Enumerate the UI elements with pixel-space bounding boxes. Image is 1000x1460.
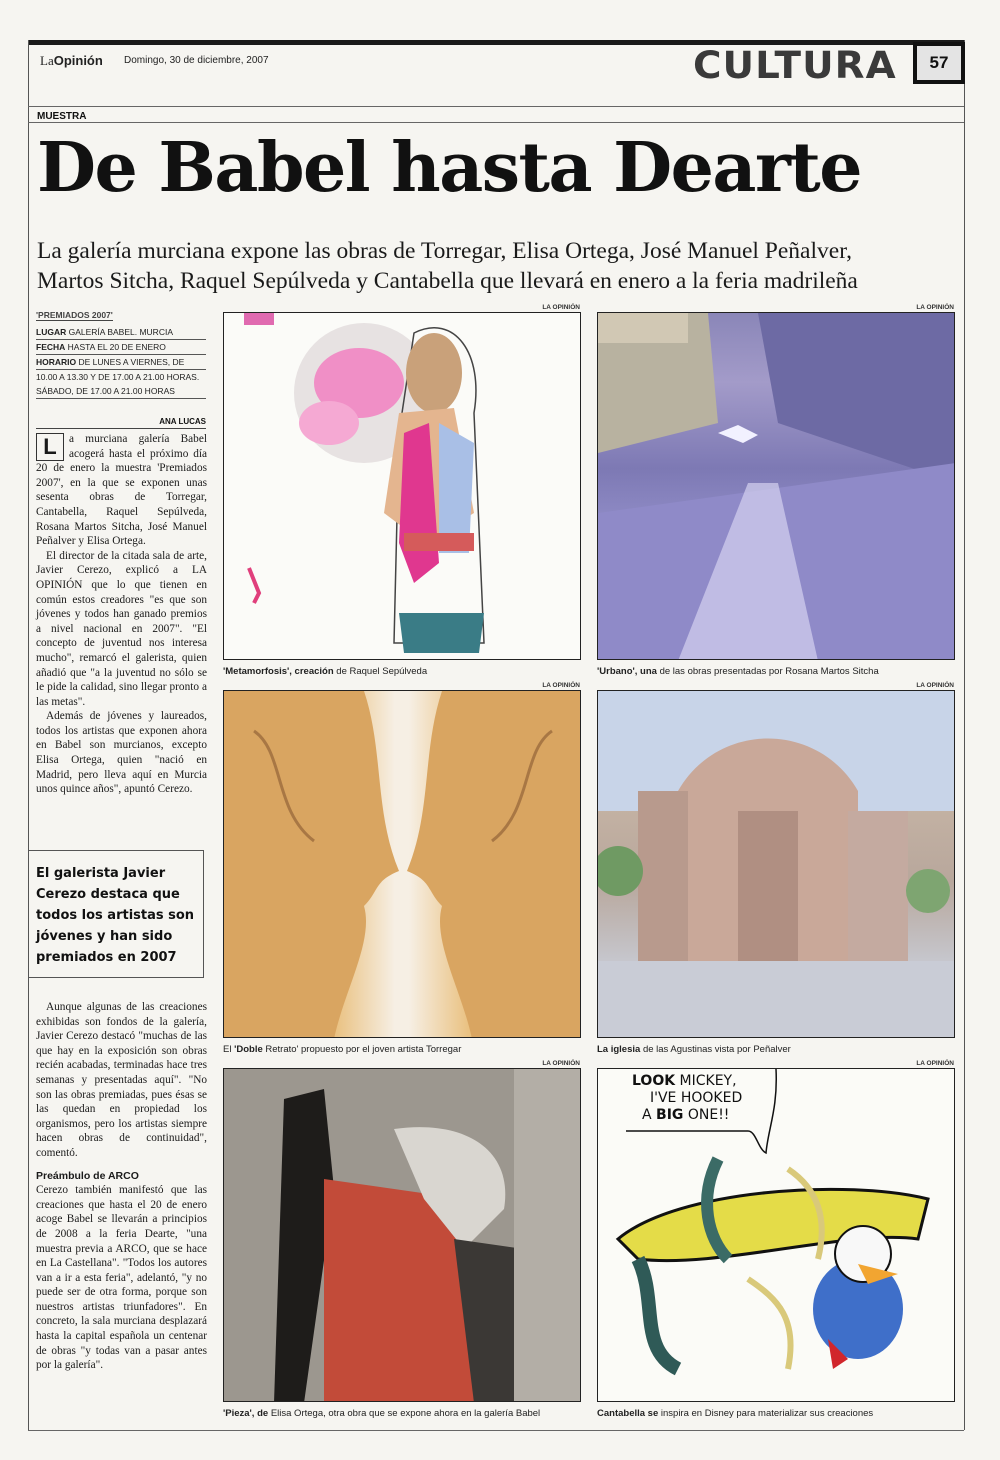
logo-name: Opinión <box>53 53 103 68</box>
photo-credit: LA OPINIÓN <box>916 1060 954 1067</box>
paragraph-text: a murciana galería Babel acogerá hasta el próximo día 20 de enero la muestra 'Premiados 2007', en la que se exponen unas sesenta obras de Torregar, Cantabella, Raquel Sepúlveda, Rosana Martos Sitcha, José Manuel Peñalver y Elisa Ortega. <box>36 433 207 548</box>
photo-caption <box>223 666 427 677</box>
church-watercolor <box>598 691 955 1038</box>
photo-doble-retrato <box>223 690 581 1038</box>
info-value: SÁBADO, DE 17.00 A 21.00 HORAS <box>36 386 175 396</box>
kicker: MUESTRA <box>37 111 87 122</box>
info-row <box>36 355 206 370</box>
byline: ANA LUCAS <box>36 417 206 429</box>
caption-text: Elisa Ortega, otra obra que se expone ahora en la galería Babel <box>268 1408 541 1419</box>
headline: De Babel hasta Dearte <box>37 128 861 208</box>
caption-text: El <box>223 1044 235 1055</box>
info-box-title: 'PREMIADOS 2007' <box>36 310 113 320</box>
photo-credit: LA OPINIÓN <box>542 682 580 689</box>
photo-urbano <box>597 312 955 660</box>
caption-bold: 'Metamorfosis', creación <box>223 666 334 677</box>
caption-text: Retrato' propuesto por el joven artista Torregar <box>262 1044 462 1055</box>
info-value: DE LUNES A VIERNES, DE <box>76 357 185 367</box>
photo-credit: LA OPINIÓN <box>916 682 954 689</box>
bottom-divider <box>28 1430 964 1431</box>
photo-pieza <box>223 1068 581 1402</box>
caption-bold: 'Urbano', una <box>597 666 657 677</box>
info-value: 10.00 A 13.30 Y DE 17.00 A 21.00 HORAS. <box>36 372 200 382</box>
info-label: FECHA <box>36 342 66 352</box>
info-value: HASTA EL 20 DE ENERO <box>65 342 166 352</box>
info-row <box>36 325 206 340</box>
info-value: GALERÍA BABEL. MURCIA <box>66 327 173 337</box>
caption-bold: La iglesia <box>597 1044 641 1055</box>
bubble-bold: BIG <box>656 1107 684 1123</box>
photo-credit: LA OPINIÓN <box>542 1060 580 1067</box>
caption-text: de las Agustinas vista por Peñalver <box>640 1044 791 1055</box>
subhead: Preámbulo de ARCO <box>36 1169 139 1182</box>
photo-iglesia <box>597 690 955 1038</box>
logo-prefix: La <box>40 53 54 68</box>
paragraph: Aunque algunas de las creaciones exhibidas son fondos de la galería, Javier Cerezo destacó "muchas de las que hay en la exposición son obras recién acabadas, terminadas hace tres semanas y presentadas aquí". "No son las obras premiadas, pues ésas se las quedan en propiedad los organismos, pero los artistas siempre hacen obras de continuidad", comentó. <box>36 1001 207 1159</box>
caption-text: inspira en Disney para materializar sus creaciones <box>658 1408 874 1419</box>
bubble-line <box>632 1107 742 1124</box>
caption-bold: Cantabella se <box>597 1408 659 1419</box>
info-label: LUGAR <box>36 327 67 337</box>
photo-caption <box>223 1408 540 1419</box>
bubble-text: A <box>642 1107 657 1123</box>
info-row <box>36 370 206 384</box>
collage-illustration <box>224 313 581 660</box>
divider <box>28 122 964 123</box>
paragraph: Además de jóvenes y laureados, todos los artistas que exponen ahora en Babel son murcianos, excepto Elisa Ortega, quien "nació en Madrid, pero lleva aquí en Murcia unos quince años", apuntó Cerezo. <box>36 710 207 796</box>
bubble-line: I'VE HOOKED <box>650 1090 743 1106</box>
twin-portrait-painting <box>224 691 581 1038</box>
info-row <box>36 340 206 355</box>
bubble-text: MICKEY, <box>675 1073 737 1089</box>
divider <box>28 106 964 107</box>
info-row <box>36 384 206 399</box>
photo-credit: LA OPINIÓN <box>916 304 954 311</box>
deck-line: La galería murciana expone las obras de Torregar, Elisa Ortega, José Manuel Peñalver, <box>37 238 852 264</box>
page-number: 57 <box>913 42 965 84</box>
bubble-text: ONE!! <box>683 1107 730 1123</box>
bubble-line <box>632 1073 742 1090</box>
pull-quote: El galerista Javier Cerezo destaca que todos los artistas son jóvenes y han sido premiados en 2007 <box>28 850 204 978</box>
info-label: HORARIO <box>36 357 77 367</box>
paragraph: El director de la citada sala de arte, Javier Cerezo, explicó a LA OPINIÓN que lo que tienen en común estos creadores "es que son jóvenes y todos han ganado premios a nivel nacional en 2007". "El concepto de juventud nos interesa mucho", remarcó el galerista, quien añadió que "a la juventud no sólo se le pide la calidad, sino llegar pronto a las metas". <box>36 549 207 708</box>
newspaper-logo <box>40 53 103 69</box>
deck <box>37 236 957 296</box>
photo-metamorfosis <box>223 312 581 660</box>
deck-line: Martos Sitcha, Raquel Sepúlveda y Cantabella que llevará en enero a la feria madrileña <box>37 268 858 294</box>
article-body-bottom <box>36 1000 207 1373</box>
article-body-top <box>36 432 207 797</box>
speech-bubble <box>632 1073 742 1124</box>
section-title: CULTURA <box>693 44 897 87</box>
caption-bold: 'Doble <box>234 1044 263 1055</box>
caption-bold: 'Pieza', de <box>223 1408 269 1419</box>
photo-caption <box>597 1044 791 1055</box>
photo-cantabella <box>597 1068 955 1402</box>
issue-date: Domingo, 30 de diciembre, 2007 <box>124 55 269 66</box>
caption-text: de Raquel Sepúlveda <box>333 666 428 677</box>
photo-caption <box>223 1044 461 1055</box>
photo-credit: LA OPINIÓN <box>542 304 580 311</box>
caption-text: de las obras presentadas por Rosana Martos Sitcha <box>656 666 879 677</box>
drop-cap: L <box>36 433 64 461</box>
photo-caption <box>597 666 879 677</box>
paragraph <box>36 432 207 549</box>
event-info-box <box>36 310 206 399</box>
paragraph: Cerezo también manifestó que las creaciones que hasta el 20 de enero acoge Babel se llevarán a principios de 2008 a la feria Dearte, "una muestra previa a ARCO, que se hace en La Castellana". "Todos los autores van a ir a esta feria", adelantó, "y no puede ser de otra forma, porque son nuestros artistas triunfadores". En concreto, la sala murciana desplazará hasta la capital española un centenar de obras "y todas van a pasar antes por la galería". <box>36 1184 207 1372</box>
bubble-bold: LOOK <box>632 1073 676 1089</box>
abstract-collage <box>224 1069 581 1402</box>
street-painting <box>598 313 955 660</box>
photo-caption <box>597 1408 873 1419</box>
